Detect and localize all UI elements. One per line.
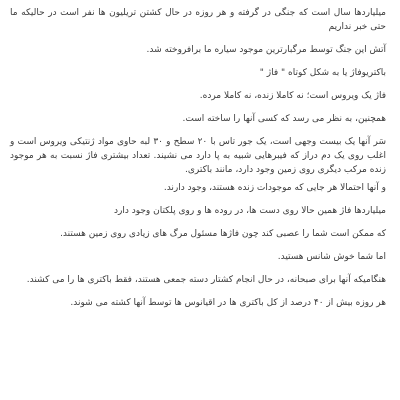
paragraph-2: آتش این جنگ توسط مرگبارترین موجود سیاره ما برافروخته شد. <box>146 45 386 55</box>
paragraph-9: که ممکن است شما را عصبی کند چون فاژها مسئول مرگ های زیادی روی زمین هستند. <box>60 229 386 239</box>
paragraph-3: باکتریوفاژ یا به شکل کوتاه " فاژ " <box>259 68 386 78</box>
paragraph-1: میلیاردها سال است که جنگی در گرفته و هر روزه در حال کشتن تریلیون ها نفر است در حالیکه ما حتی خبر نداریم <box>10 8 386 32</box>
paragraph-8: میلیاردها فاژ همین حالا روی دست ها، در روده ها و روی پلکتان وجود دارد <box>113 206 386 216</box>
paragraph-7: و آنها احتمالا هر جایی که موجودات زنده هستند، وجود دارند. <box>163 183 386 193</box>
paragraph-12: هر روزه بیش از ۴۰ درصد از کل باکتری ها در اقیانوس ها توسط آنها کشته می شوند. <box>70 298 386 308</box>
paragraph-5: همچنین، به نظر می رسد که کسی آنها را ساخته است. <box>182 114 386 124</box>
paragraph-6: سَر آنها یک بیست وجهی است، یک جور تاس با ۲۰ سطح و ۳۰ لبه حاوی مواد ژنتیکی ویروس است و اغلب روی یک دم دراز که فیبرهایی شبیه به پا دارد می نشیند. تعداد بیشتری فاژ نسبت به هر موجود زنده مرکب دیگری روی زمین وجود دارد، مانند باکتری. <box>10 137 386 175</box>
paragraph-10: اما شما خوش شانس هستید. <box>277 252 386 262</box>
paragraph-11: هنگامیکه آنها برای صبحانه، در حال انجام کشتار دسته جمعی هستند، فقط باکتری ها را می کشند. <box>26 275 386 285</box>
paragraph-4: فاژ یک ویروس است؛ نه کاملا زنده، نه کاملا مرده. <box>199 91 386 101</box>
